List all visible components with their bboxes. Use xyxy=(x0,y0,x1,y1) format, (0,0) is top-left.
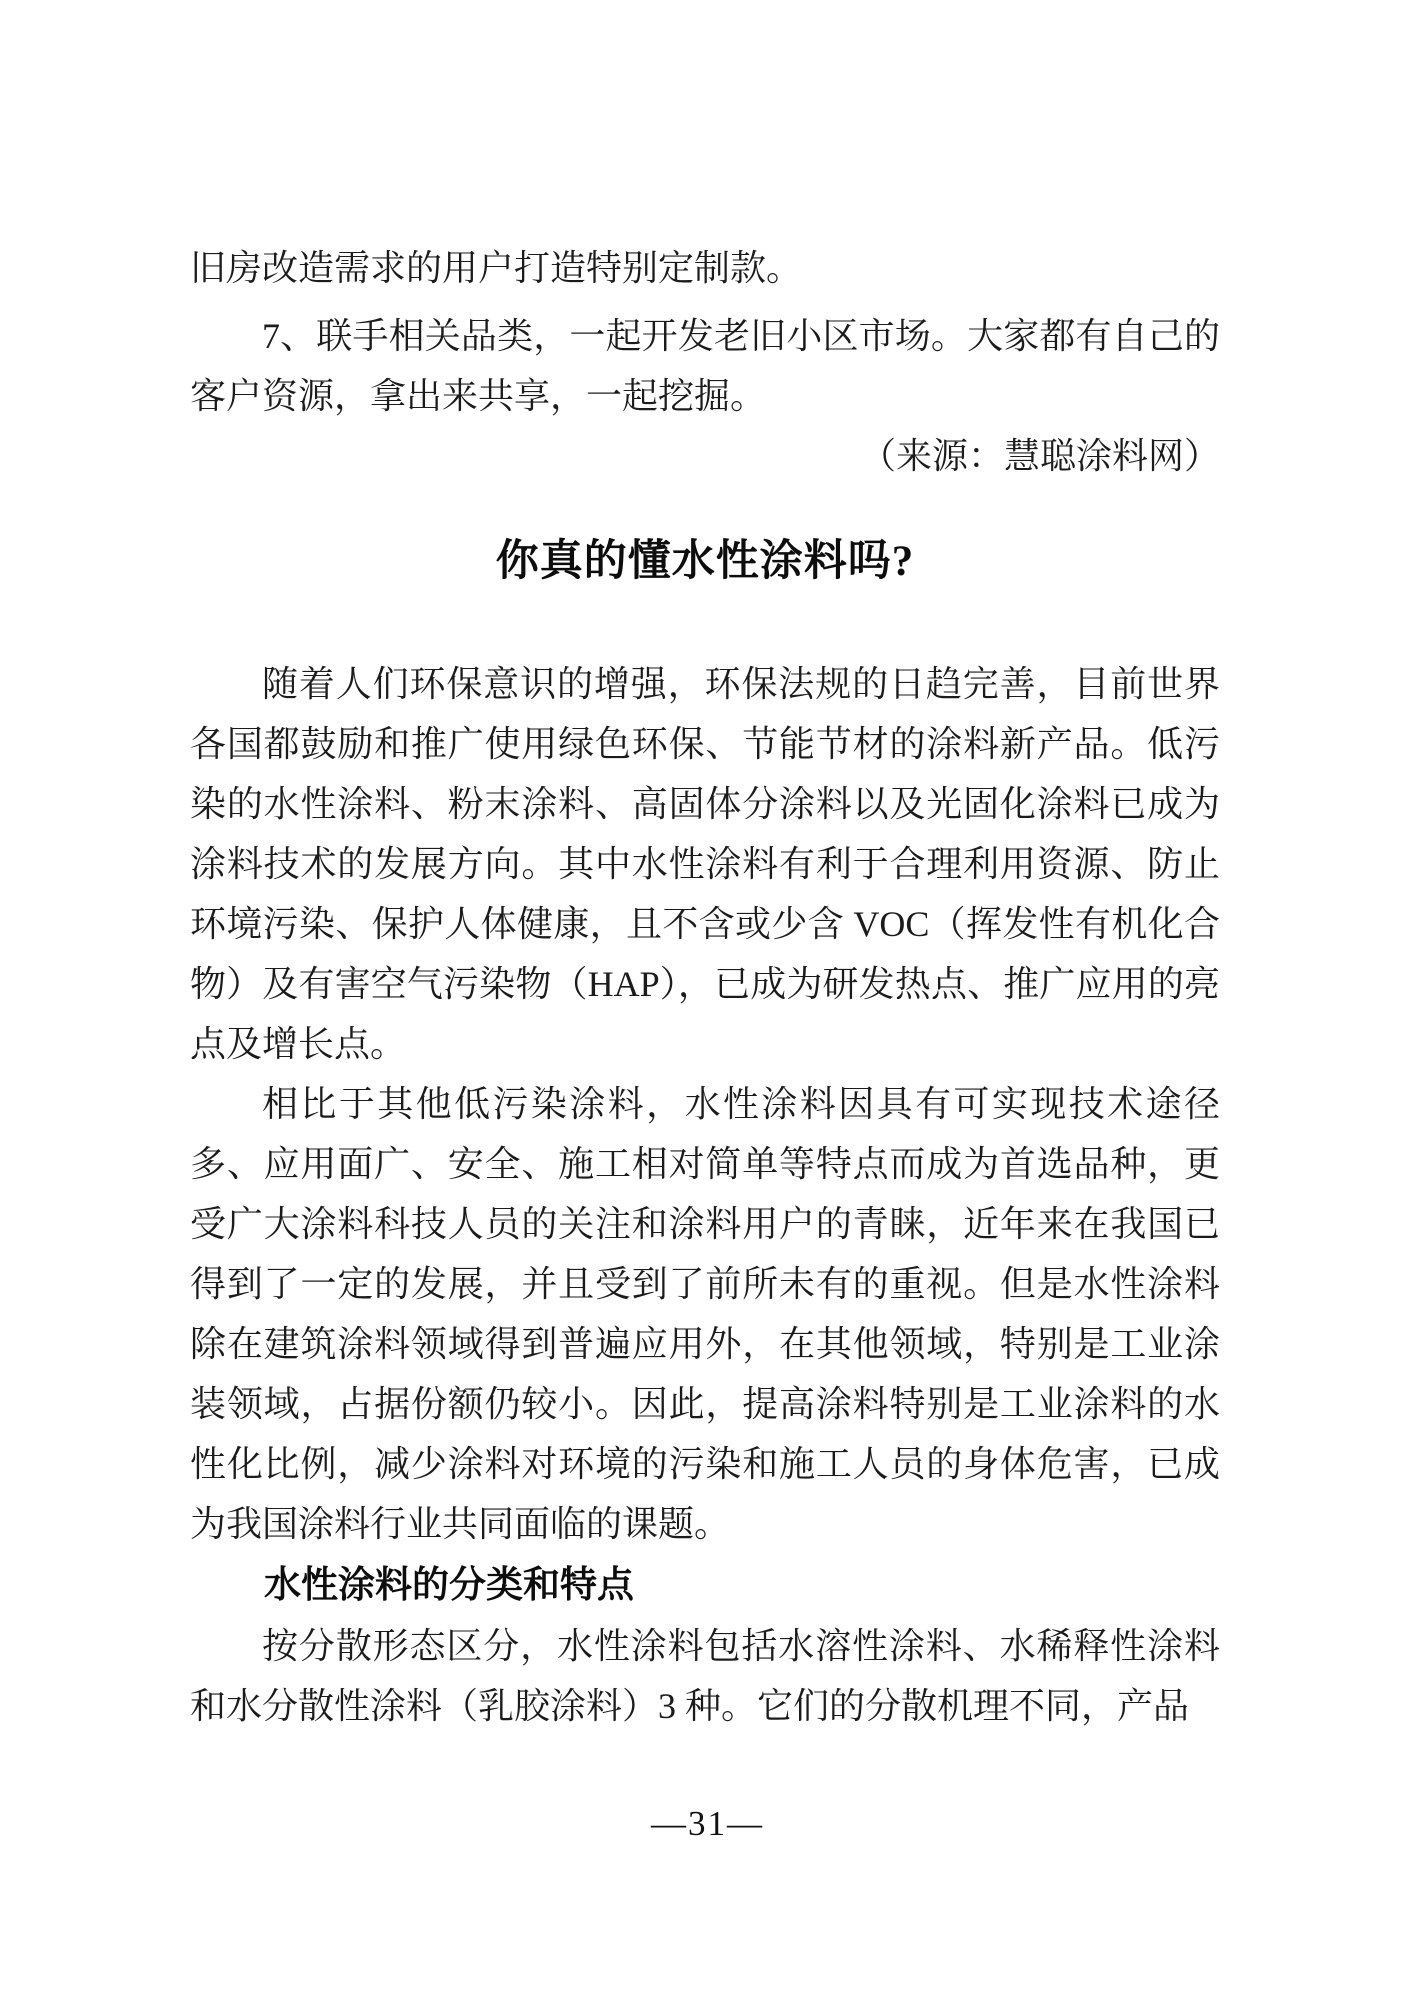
article-title: 你真的懂水性涂料吗? xyxy=(495,538,915,585)
paragraph-comparison: 相比于其他低污染涂料，水性涂料因具有可实现技术途径多、应用面广、安全、施工相对简单等特点而成为首选品种，更受广大涂料科技人员的关注和涂料用户的青睐，近年来在我国已得到了一定的发展，并且受到了前所未有的重视。但是水性涂料除在建筑涂料领域得到普遍应用外，在其他领域，特别是工业涂装领域，占据份额仍较小。因此，提高涂料特别是工业涂料的水性化比例，减少涂料对环境的污染和施工人员的身体危害，已成为我国涂料行业共同面临的课题。 xyxy=(190,1084,1220,1544)
paragraph-intro: 随着人们环保意识的增强，环保法规的日趋完善，目前世界各国都鼓励和推广使用绿色环保、节能节材的涂料新产品。低污染的水性涂料、粉末涂料、高固体分涂料以及光固化涂料已成为涂料技术的发展方向。其中水性涂料有利于合理利用资源、防止环境污染、保护人体健康，且不含或少含 VOC（挥发性有机化合物）及有害空气污染物（HAP），已成为研发热点、推广应用的亮点及增长点。 xyxy=(190,664,1220,1064)
page-content xyxy=(190,238,1220,1736)
source-attribution: （来源：慧聪涂料网） xyxy=(859,436,1220,476)
section-heading-classification: 水性涂料的分类和特点 xyxy=(264,1564,634,1605)
paragraph-item-7: 7、联手相关品类，一起开发老旧小区市场。大家都有自己的客户资源，拿出来共享，一起挖掘。 xyxy=(190,316,1220,416)
paragraph-continuation: 旧房改造需求的用户打造特别定制款。 xyxy=(190,248,803,288)
paragraph-classification: 按分散形态区分，水性涂料包括水溶性涂料、水稀释性涂料和水分散性涂料（乳胶涂料）3 种。它们的分散机理不同，产品 xyxy=(190,1626,1220,1726)
page-number: —31— xyxy=(651,1804,764,1843)
